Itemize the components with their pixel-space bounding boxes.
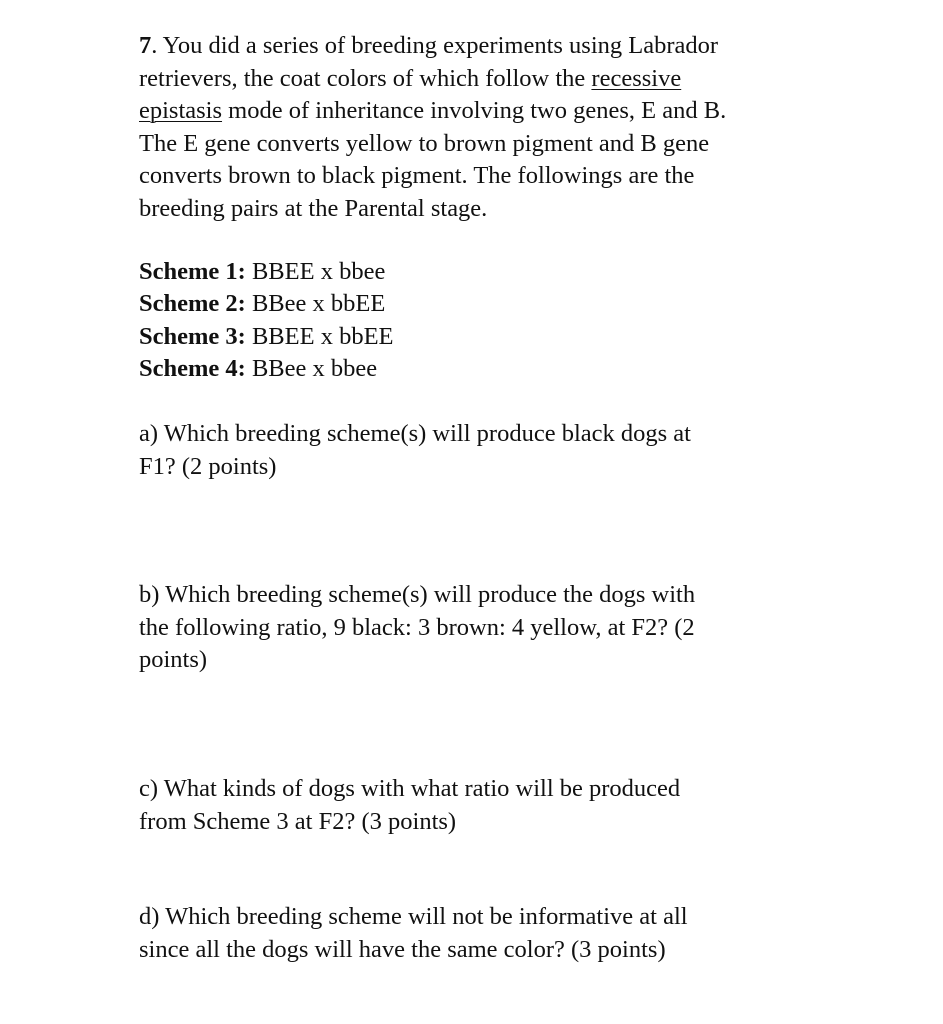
scheme-label: Scheme 2: xyxy=(139,290,246,318)
scheme-4 xyxy=(139,353,839,386)
intro-line-3: epistasis mode of inheritance involving two genes, E and B. xyxy=(139,97,727,125)
term-recessive: recessive xyxy=(591,64,682,92)
scheme-3 xyxy=(139,321,839,354)
intro-line-5: converts brown to black pigment. The followings are the xyxy=(139,162,695,190)
scheme-list xyxy=(139,256,839,386)
part-a-question: a) Which breeding scheme(s) will produce black dogs at F1? (2 points) xyxy=(139,419,691,480)
term-epistasis: epistasis xyxy=(139,97,223,125)
scheme-cross: BBEE x bbEE xyxy=(245,322,394,350)
scheme-1 xyxy=(139,256,839,289)
scheme-cross: BBee x bbEE xyxy=(245,290,386,318)
scheme-label: Scheme 4: xyxy=(139,355,246,383)
scheme-label: Scheme 3: xyxy=(139,322,246,350)
question-document xyxy=(139,30,839,966)
scheme-2 xyxy=(139,288,839,321)
scheme-cross: BBEE x bbee xyxy=(245,257,386,285)
scheme-label: Scheme 1: xyxy=(139,257,246,285)
intro-line-6: breeding pairs at the Parental stage. xyxy=(139,194,488,222)
part-c-question: c) What kinds of dogs with what ratio will be produced from Scheme 3 at F2? (3 points) xyxy=(139,774,681,835)
intro-line-2: retrievers, the coat colors of which follow the recessive xyxy=(139,64,682,92)
intro-line-4: The E gene converts yellow to brown pigment and B gene xyxy=(139,129,710,157)
part-d-question: d) Which breeding scheme will not be informative at all since all the dogs will have the same color? (3 points) xyxy=(139,903,688,963)
scheme-cross: BBee x bbee xyxy=(245,355,378,383)
intro-line-1: 7. You did a series of breeding experiments using Labrador xyxy=(139,32,719,59)
question-intro xyxy=(139,30,839,226)
part-b-question: b) Which breeding scheme(s) will produce the dogs with the following ratio, 9 black: 3 brown: 4 yellow, at F2? (2 points) xyxy=(139,581,696,674)
question-number: 7 xyxy=(139,32,152,59)
